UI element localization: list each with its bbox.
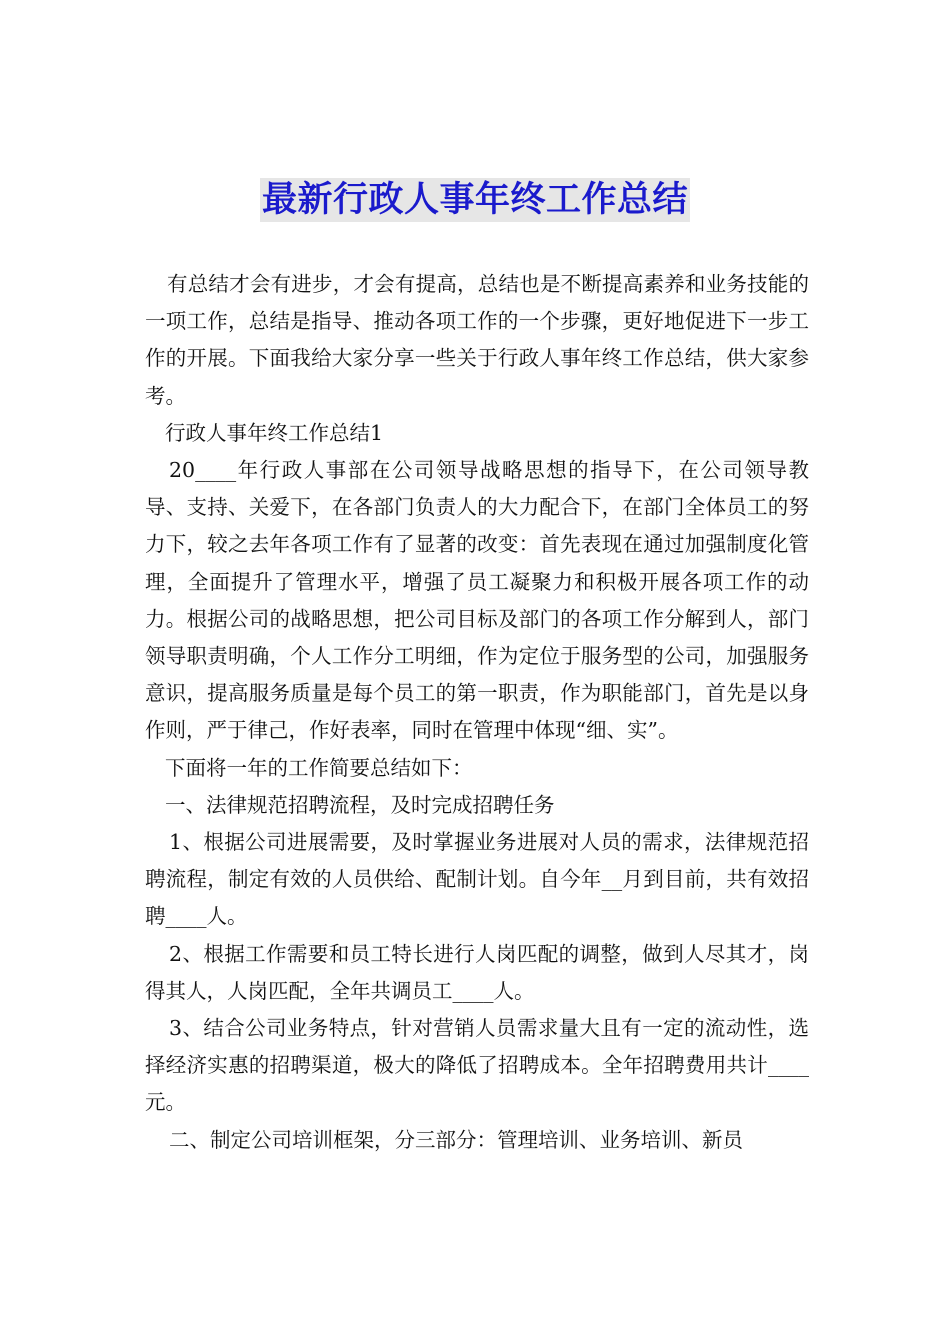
list-item-1: 1、根据公司进展需要，及时掌握业务进展对人员的需求，法律规范招聘流程，制定有效的人员供给、配制计划。自今年__月到目前，共有效招聘____人。 (145, 830, 809, 929)
list-item-2: 2、根据工作需要和员工特长进行人岗匹配的调整，做到人尽其才，岗得其人，人岗匹配，全年共调员工____人。 (145, 941, 809, 1003)
title-container (0, 178, 950, 222)
body-paragraph-overview: 20____年行政人事部在公司领导战略思想的指导下，在公司领导教导、支持、关爱下，在各部门负责人的大力配合下，在部门全体员工的努力下，较之去年各项工作有了显著的改变：首先表现在通过加强制度化管理，全面提升了管理水平，增强了员工凝聚力和积极开展各项工作的动力。根据公司的战略思想，把公司目标及部门的各项工作分解到人，部门领导职责明确，个人工作分工明细，作为定位于服务型的公司，加强服务意识，提高服务质量是每个员工的第一职责，作为职能部门，首先是以身作则，严于律己，作好表率，同时在管理中体现“细、实”。 (145, 458, 809, 743)
section-heading-1: 行政人事年终工作总结1 (165, 420, 384, 445)
list-item-3: 3、结合公司业务特点，针对营销人员需求量大且有一定的流动性，选择经济实惠的招聘渠道，极大的降低了招聘成本。全年招聘费用共计____元。 (145, 1016, 809, 1115)
subheading-recruitment: 一、法律规范招聘流程，及时完成招聘任务 (165, 792, 555, 817)
summary-intro: 下面将一年的工作简要总结如下： (165, 755, 473, 780)
intro-paragraph: 有总结才会有进步，才会有提高，总结也是不断提高素养和业务技能的一项工作，总结是指导、推动各项工作的一个步骤，更好地促进下一步工作的开展。下面我给大家分享一些关于行政人事年终工作总结，供大家参考。 (145, 272, 809, 408)
document-title: 最新行政人事年终工作总结 (261, 180, 688, 220)
document-body (145, 266, 809, 1159)
subheading-training: 二、制定公司培训框架，分三部分：管理培训、业务培训、新员 (169, 1127, 743, 1152)
